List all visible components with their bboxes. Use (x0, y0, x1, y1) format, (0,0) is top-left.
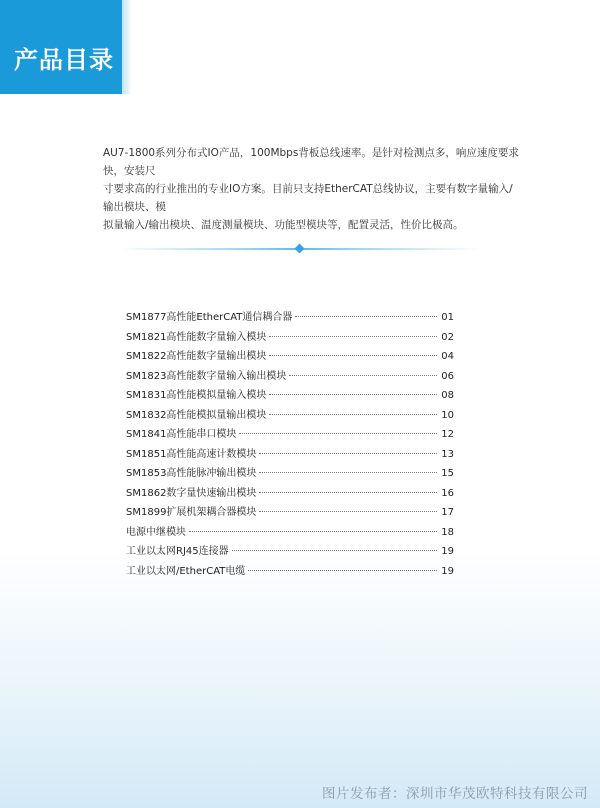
toc-leader (259, 453, 437, 454)
toc-entry-label: SM1851高性能高速计数模块 (126, 448, 257, 460)
toc-leader (269, 336, 437, 337)
toc-entry[interactable] (126, 386, 454, 406)
toc-leader (269, 355, 437, 356)
toc-entry-page: 16 (441, 487, 454, 499)
toc-leader (269, 414, 437, 415)
toc-entry-label: 工业以太网/EtherCAT电缆 (126, 565, 246, 577)
toc-entry[interactable] (126, 542, 454, 562)
toc-entry[interactable] (126, 503, 454, 523)
toc-leader (289, 375, 437, 376)
intro-line: AU7-1800系列分布式IO产品，100Mbps背板总线速率。是针对检测点多，响应速度要求快，安装尺 (103, 147, 519, 177)
toc-leader (259, 472, 437, 473)
toc-entry[interactable] (126, 464, 454, 484)
toc-entry[interactable] (126, 328, 454, 348)
toc-entry[interactable] (126, 406, 454, 426)
toc-entry-page: 19 (441, 546, 454, 557)
toc-entry-label: SM1862数字量快速输出模块 (126, 487, 257, 499)
toc-entry-label: SM1821高性能数字量输入模块 (126, 331, 267, 343)
header-accent-strip (122, 0, 132, 94)
toc-entry-page: 13 (441, 448, 454, 460)
toc-entry-label: SM1832高性能模拟量输出模块 (126, 409, 267, 421)
divider-diamond-icon (295, 244, 305, 254)
toc-entry[interactable] (126, 425, 454, 445)
toc-entry-page: 19 (441, 565, 454, 577)
toc-leader (189, 531, 437, 532)
toc-entry-label: SM1877高性能EtherCAT通信耦合器 (126, 312, 293, 323)
toc-entry-label: SM1822高性能数字量输出模块 (126, 351, 267, 362)
toc-entry-label: 工业以太网RJ45连接器 (126, 546, 229, 557)
toc-leader (259, 492, 437, 493)
toc-entry[interactable] (126, 367, 454, 387)
toc-leader (295, 316, 437, 317)
toc-entry-label: SM1899扩展机架耦合器模块 (126, 507, 257, 518)
toc-entry-label: SM1823高性能数字量输入输出模块 (126, 370, 287, 382)
toc-leader (269, 394, 437, 395)
toc-entry-page: 08 (441, 390, 454, 401)
toc-leader (248, 570, 437, 571)
toc-entry-page: 17 (441, 507, 454, 518)
toc-entry[interactable] (126, 308, 454, 328)
toc-entry[interactable] (126, 523, 454, 543)
page-title: 产品目录 (14, 46, 114, 74)
table-of-contents (126, 308, 454, 581)
toc-entry-label: SM1841高性能串口模块 (126, 429, 237, 440)
intro-line: 寸要求高的行业推出的专业IO方案。目前只支持EtherCAT总线协议，主要有数字量输入/输出模块、模 (103, 183, 513, 213)
toc-entry[interactable] (126, 347, 454, 367)
toc-entry-page: 18 (441, 526, 454, 538)
toc-leader (232, 550, 437, 551)
toc-entry-label: SM1853高性能脉冲输出模块 (126, 468, 257, 479)
toc-entry-label: SM1831高性能模拟量输入模块 (126, 390, 267, 401)
toc-entry-page: 15 (441, 468, 454, 479)
toc-entry-page: 12 (441, 429, 454, 440)
toc-entry-page: 06 (441, 370, 454, 382)
toc-entry-page: 10 (441, 409, 454, 421)
publisher-footer: 图片发布者：深圳市华茂欧特科技有限公司 (322, 786, 588, 802)
toc-leader (239, 433, 437, 434)
toc-entry-label: 电源中继模块 (126, 526, 186, 538)
toc-entry[interactable] (126, 562, 454, 582)
toc-entry[interactable] (126, 484, 454, 504)
toc-leader (259, 511, 437, 512)
intro-line: 拟量输入/输出模块、温度测量模块、功能型模块等，配置灵活，性价比极高。 (103, 219, 464, 231)
toc-entry-page: 04 (441, 351, 454, 362)
toc-entry-page: 01 (441, 312, 454, 323)
toc-entry-page: 02 (441, 331, 454, 343)
toc-entry[interactable] (126, 445, 454, 465)
intro-paragraph (103, 144, 523, 234)
